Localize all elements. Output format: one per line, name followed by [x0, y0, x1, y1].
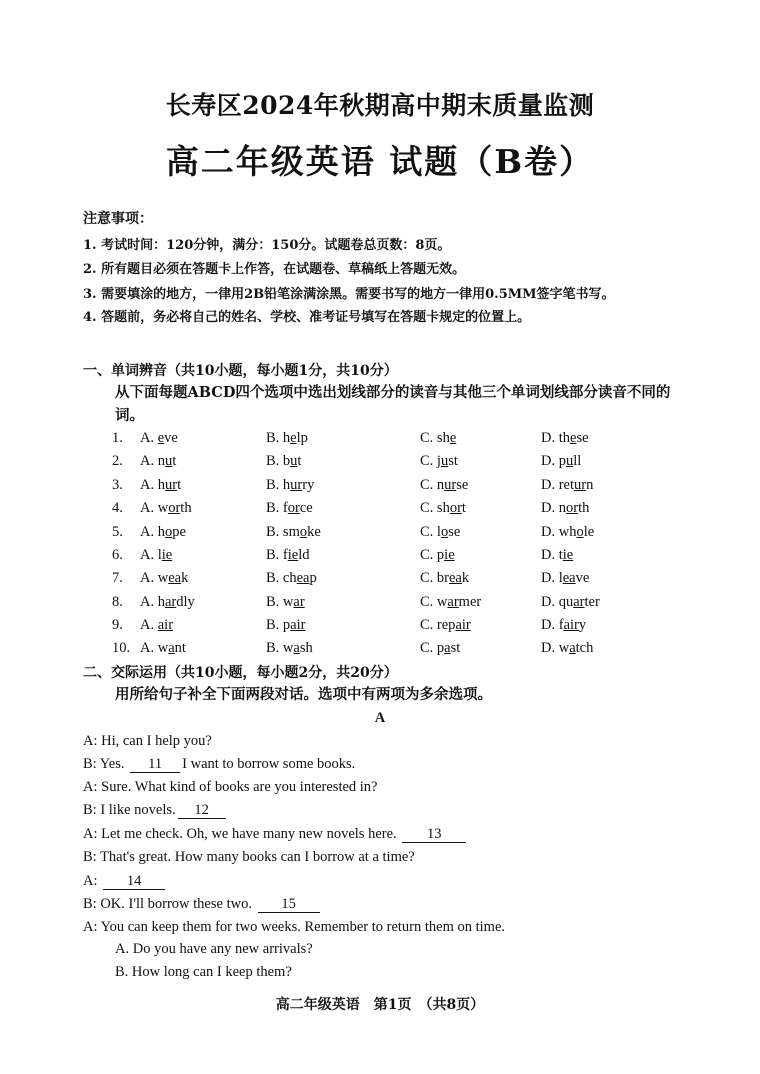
- underlined-letters: ie: [444, 547, 455, 563]
- option-b: [266, 453, 301, 470]
- dialogue-line: [83, 802, 228, 819]
- dialogue-text: A: Sure. What kind of books are you interested in?: [83, 779, 378, 795]
- underlined-letters: u: [290, 453, 298, 469]
- option-text: C. sh: [420, 430, 450, 446]
- question-number: 2.: [112, 453, 123, 469]
- option-text: D. wh: [541, 524, 577, 540]
- underlined-letters: e: [157, 430, 165, 446]
- option-a: [140, 524, 186, 541]
- answer-blank[interactable]: 12: [178, 803, 226, 819]
- option-d: [541, 547, 573, 564]
- option-b: [266, 477, 314, 494]
- question-number: 3.: [112, 477, 123, 493]
- option-a: [140, 453, 176, 470]
- option-text: t: [461, 500, 466, 516]
- option-d: [541, 453, 581, 470]
- underlined-letters: e: [449, 430, 457, 446]
- underlined-letters: air: [563, 617, 579, 633]
- option-text: dly: [176, 594, 195, 610]
- option-text: A.: [140, 430, 158, 446]
- option-d: [541, 430, 589, 447]
- instruction-text: 用所给句子补全下面两段对话。选项中有两项为多余选项。: [115, 686, 492, 703]
- option-c: [420, 477, 468, 494]
- option-item: B. How long can I keep them?: [115, 964, 292, 980]
- option-text: B. f: [266, 547, 288, 563]
- option-d: [541, 570, 589, 587]
- option-text: C. w: [420, 594, 448, 610]
- underlined-letters: u: [440, 453, 449, 469]
- question-row: [0, 477, 760, 499]
- dialogue-text: A: You can keep them for two weeks. Remember to return them on time.: [83, 919, 506, 935]
- option-c: [420, 453, 458, 470]
- option-text: st: [448, 453, 458, 469]
- section2-instruction: [83, 683, 693, 706]
- dialogue-text: B: Yes.: [83, 756, 129, 772]
- option-a: [140, 617, 173, 634]
- option-text: th: [578, 500, 590, 516]
- question-row: [0, 430, 760, 452]
- dialogue-text: I want to borrow some books.: [182, 756, 356, 772]
- option-c: [420, 640, 460, 657]
- option-a: [140, 594, 195, 611]
- option-text: B. h: [266, 477, 291, 493]
- option-text: se: [576, 430, 589, 446]
- option-text: B. p: [266, 617, 291, 633]
- option-d: [541, 477, 593, 494]
- option-text: t: [177, 477, 182, 493]
- dialogue-text: A: Let me check. Oh, we have many new novels here.: [83, 826, 401, 842]
- dialogue-text: B: I like novels.: [83, 802, 176, 818]
- option-a: [140, 547, 172, 564]
- dialogue-text: A:: [83, 873, 102, 889]
- option-text: ll: [573, 453, 582, 469]
- option-b: [266, 617, 305, 634]
- option-c: [420, 500, 466, 517]
- underlined-letters: or: [168, 500, 181, 516]
- underlined-letters: air: [290, 617, 306, 633]
- question-number: 4.: [112, 500, 123, 516]
- option-a: [140, 500, 192, 517]
- option-text: le: [583, 524, 595, 540]
- question-row: [0, 453, 760, 475]
- underlined-letters: air: [455, 617, 471, 633]
- option-text: ke: [307, 524, 321, 540]
- option-b: [266, 570, 317, 587]
- underlined-letters: ar: [573, 594, 585, 610]
- exam-subtitle: 高二年级英语 试题（B卷）: [165, 142, 595, 181]
- option-text: A. h: [140, 594, 165, 610]
- underlined-letters: ar: [293, 594, 305, 610]
- option-text: nt: [174, 640, 186, 656]
- option-d: [541, 524, 594, 541]
- option-text: D. l: [541, 570, 563, 586]
- option-text: sh: [299, 640, 313, 656]
- option-d: [541, 500, 589, 517]
- underlined-letters: ea: [296, 570, 310, 586]
- underlined-letters: ie: [562, 547, 574, 563]
- option-text: A. n: [140, 453, 165, 469]
- option-c: [420, 617, 471, 634]
- underlined-letters: ea: [562, 570, 576, 586]
- option-text: C. br: [420, 570, 449, 586]
- notice-heading: 注意事项：: [83, 211, 153, 227]
- option-text: C. rep: [420, 617, 456, 633]
- option-c: [420, 594, 481, 611]
- option-text: C. l: [420, 524, 441, 540]
- option-text: B. sm: [266, 524, 300, 540]
- option-text: A. w: [140, 570, 169, 586]
- underlined-letters: o: [440, 524, 449, 540]
- question-row: [0, 547, 760, 569]
- option-b: [266, 430, 308, 447]
- option-text: A. w: [140, 500, 169, 516]
- option-text: th: [180, 500, 192, 516]
- option-text: ve: [575, 570, 590, 586]
- option-text: D. n: [541, 500, 566, 516]
- question-number: 6.: [112, 547, 123, 563]
- option-text: t: [172, 453, 177, 469]
- option-a: [140, 477, 181, 494]
- option-b: [266, 524, 321, 541]
- question-row: [0, 500, 760, 522]
- option-text: A. h: [140, 524, 165, 540]
- page-footer: 高二年级英语 第1页 （共8页）: [275, 997, 485, 1013]
- option-text: C. p: [420, 547, 445, 563]
- option-text: se: [456, 477, 469, 493]
- question-number: 1.: [112, 430, 123, 446]
- notice-item: 1. 考试时间：120分钟，满分：150分。试题卷总页数：8页。: [83, 238, 451, 253]
- underlined-letters: ur: [574, 477, 587, 493]
- question-number: 7.: [112, 570, 123, 586]
- underlined-letters: u: [164, 453, 173, 469]
- section2-heading: 二、交际运用（共10小题，每小题2分，共20分）: [83, 665, 398, 681]
- option-text: B. f: [266, 500, 288, 516]
- underlined-letters: e: [570, 430, 577, 446]
- underlined-letters: e: [290, 430, 297, 446]
- option-b: [266, 547, 310, 564]
- option-a: [140, 640, 186, 657]
- option-text: C. n: [420, 477, 445, 493]
- underlined-letters: or: [449, 500, 462, 516]
- option-text: mer: [458, 594, 482, 610]
- option-text: D. th: [541, 430, 570, 446]
- underlined-letters: ea: [168, 570, 182, 586]
- exam-title: 长寿区2024年秋期高中期末质量监测: [165, 91, 595, 120]
- option-d: [541, 594, 600, 611]
- question-row: [0, 640, 760, 662]
- section1-heading: 一、单词辨音（共10小题，每小题1分，共10分）: [83, 363, 398, 379]
- underlined-letters: a: [168, 640, 175, 656]
- option-c: [420, 547, 455, 564]
- option-text: p: [309, 570, 317, 586]
- dialogue-line: [83, 849, 415, 866]
- underlined-letters: air: [157, 617, 174, 633]
- notice-item: 2. 所有题目必须在答题卡上作答，在试题卷、草稿纸上答题无效。: [83, 262, 466, 277]
- question-number: 5.: [112, 524, 123, 540]
- option-b: [266, 594, 305, 611]
- option-item: A. Do you have any new arrivals?: [115, 941, 313, 957]
- underlined-letters: ur: [290, 477, 303, 493]
- question-number: 8.: [112, 594, 123, 610]
- option-text: C. j: [420, 453, 441, 469]
- option-text: ry: [302, 477, 315, 493]
- option-text: D. qu: [541, 594, 574, 610]
- option-text: A. l: [140, 547, 162, 563]
- option-text: D. w: [541, 640, 570, 656]
- option-text: lp: [296, 430, 308, 446]
- dialogue-line: [83, 779, 378, 796]
- option-b: [266, 500, 313, 517]
- option-text: pe: [172, 524, 186, 540]
- option-text: B. h: [266, 430, 291, 446]
- underlined-letters: or: [565, 500, 579, 516]
- dialogue-line: [83, 826, 468, 843]
- option-text: B. w: [266, 640, 294, 656]
- underlined-letters: o: [164, 524, 173, 540]
- dialogue-text: B: That's great. How many books can I borrow at a time?: [83, 849, 415, 865]
- underlined-letters: ar: [447, 594, 459, 610]
- dialogue-line: [83, 896, 322, 913]
- dialogue-text: A: Hi, can I help you?: [83, 733, 212, 749]
- option-text: se: [448, 524, 461, 540]
- dialogue-line: [83, 733, 212, 750]
- option-text: D. f: [541, 617, 564, 633]
- dialogue-line: [83, 756, 355, 773]
- notice-item: 4. 答题前，务必将自己的姓名、学校、准考证号填写在答题卡规定的位置上。: [83, 310, 531, 325]
- question-row: [0, 524, 760, 546]
- option-d: [541, 640, 593, 657]
- underlined-letters: ur: [444, 477, 457, 493]
- question-row: [0, 594, 760, 616]
- question-row: [0, 617, 760, 639]
- answer-blank[interactable]: 15: [258, 897, 320, 913]
- option-text: st: [450, 640, 461, 656]
- option-text: A. w: [140, 640, 169, 656]
- part-label: A: [374, 710, 386, 726]
- option-text: A.: [140, 617, 158, 633]
- option-text: B. b: [266, 453, 291, 469]
- underlined-letters: or: [287, 500, 300, 516]
- option-text: B. ch: [266, 570, 297, 586]
- option-text: k: [461, 570, 470, 586]
- underlined-letters: a: [569, 640, 576, 656]
- option-b: [266, 640, 313, 657]
- underlined-letters: ie: [161, 547, 173, 563]
- underlined-letters: ar: [164, 594, 177, 610]
- dialogue-text: B: OK. I'll borrow these two.: [83, 896, 256, 912]
- answer-blank[interactable]: 13: [402, 827, 466, 843]
- question-row: [0, 570, 760, 592]
- option-text: t: [297, 453, 302, 469]
- option-text: tch: [575, 640, 594, 656]
- option-text: A. h: [140, 477, 165, 493]
- underlined-letters: a: [293, 640, 300, 656]
- instruction-text: 从下面每题ABCD四个选项中选出划线部分的读音与其他三个单词划线部分读音不同的词。: [115, 384, 671, 424]
- option-a: [140, 570, 188, 587]
- question-number: 10.: [112, 640, 131, 656]
- option-d: [541, 617, 586, 634]
- answer-blank[interactable]: 14: [103, 874, 165, 890]
- section1-instruction: [83, 381, 693, 427]
- option-text: n: [586, 477, 594, 493]
- option-text: D. t: [541, 547, 563, 563]
- option-c: [420, 570, 469, 587]
- option-c: [420, 524, 460, 541]
- underlined-letters: u: [565, 453, 574, 469]
- underlined-letters: a: [444, 640, 451, 656]
- option-text: D. ret: [541, 477, 575, 493]
- option-text: ce: [299, 500, 313, 516]
- answer-blank[interactable]: 11: [130, 757, 180, 773]
- option-c: [420, 430, 456, 447]
- underlined-letters: ur: [164, 477, 178, 493]
- dialogue-line: [83, 919, 505, 936]
- dialogue-line: [83, 873, 167, 890]
- underlined-letters: o: [299, 524, 308, 540]
- question-number: 9.: [112, 617, 123, 633]
- underlined-letters: ie: [287, 547, 299, 563]
- option-a: [140, 430, 178, 447]
- option-text: C. sh: [420, 500, 450, 516]
- option-text: k: [181, 570, 189, 586]
- option-text: C. p: [420, 640, 445, 656]
- underlined-letters: o: [576, 524, 584, 540]
- option-text: B. w: [266, 594, 294, 610]
- option-text: ld: [298, 547, 310, 563]
- notice-item: 3. 需要填涂的地方，一律用2B铅笔涂满涂黑。需要书写的地方一律用0.5MM签字笔书写。: [83, 287, 615, 302]
- option-text: y: [578, 617, 587, 633]
- option-text: D. p: [541, 453, 566, 469]
- underlined-letters: ea: [449, 570, 462, 586]
- option-text: ve: [164, 430, 178, 446]
- option-text: ter: [584, 594, 600, 610]
